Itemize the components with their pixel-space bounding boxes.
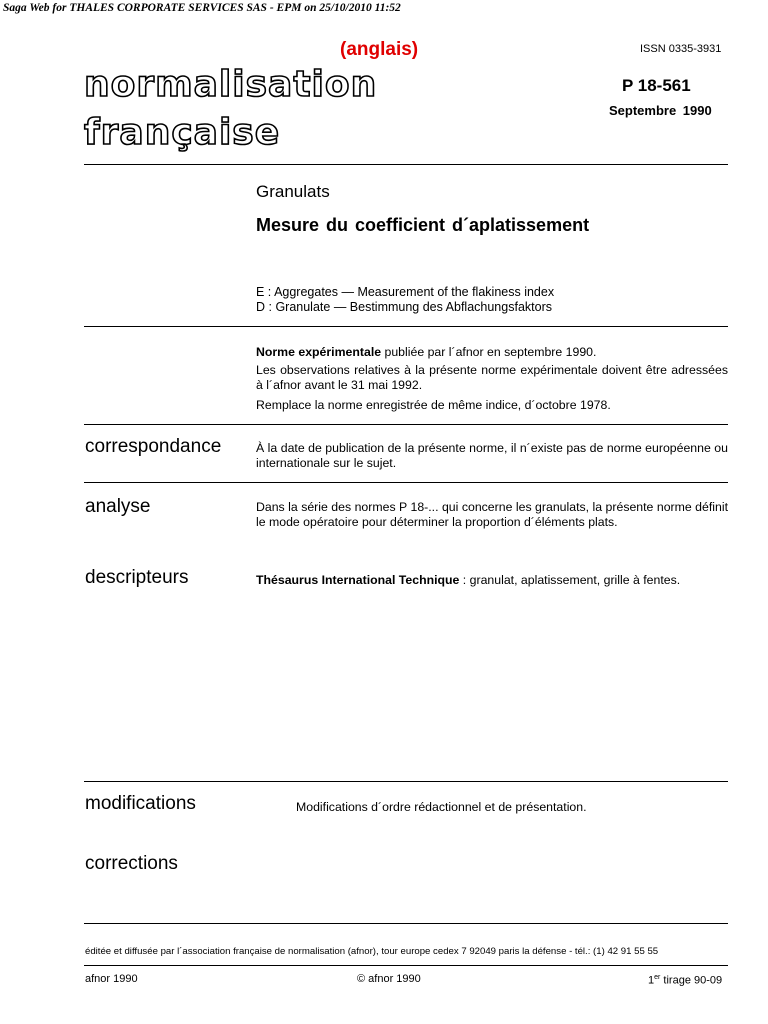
brand-line-1: normalisation	[84, 64, 378, 105]
footer-print-run	[648, 974, 722, 987]
document-title: Mesure du coefficient d´aplatissement	[256, 215, 590, 235]
brand-logo	[84, 62, 377, 158]
brand-line-2: française	[84, 112, 281, 153]
descripteurs-text: : granulat, aplatissement, grille à fentes.	[459, 573, 681, 587]
section-text-correspondance: À la date de publication de la présente norme, il n´existe pas de norme européenne ou internationale sur le sujet.	[256, 441, 728, 470]
divider-footer	[84, 965, 728, 966]
status-published-text: publiée par l´afnor en septembre 1990.	[381, 345, 597, 359]
status-observations: Les observations relatives à la présente norme expérimentale doivent être adressées à l´afnor avant le 31 mai 1992.	[256, 363, 728, 392]
status-bold-lead: Norme expérimentale	[256, 345, 382, 359]
descripteurs-bold-lead: Thésaurus International Technique	[256, 573, 460, 587]
translation-english: E : Aggregates — Measurement of the flakiness index	[256, 285, 555, 299]
divider-header	[84, 164, 728, 165]
print-run-ordinal: er	[654, 974, 661, 981]
footer-left: afnor 1990	[85, 973, 138, 985]
issn-number: ISSN 0335-3931	[640, 43, 722, 55]
standard-reference: P 18-561	[622, 76, 691, 95]
status-replaces: Remplace la norme enregistrée de même indice, d´octobre 1978.	[256, 398, 611, 412]
translation-german: D : Granulate — Bestimmung des Abflachungsfaktors	[256, 300, 552, 314]
footer-copyright: © afnor 1990	[357, 973, 421, 985]
divider-correspondance	[84, 482, 728, 483]
section-label-descripteurs: descripteurs	[85, 567, 189, 588]
section-text-modifications: Modifications d´ordre rédactionnel et de présentation.	[296, 800, 587, 814]
print-run-number: 1	[648, 974, 655, 987]
publisher-info: éditée et diffusée par l´association française de normalisation (afnor), tour europe cedex 7 92049 paris la défense - tél.: (1) 42 91 55 55	[85, 946, 659, 957]
section-label-modifications: modifications	[85, 793, 196, 814]
divider-descripteurs	[84, 781, 728, 782]
status-published	[256, 345, 728, 360]
divider-corrections	[84, 923, 728, 924]
section-label-corrections: corrections	[85, 853, 178, 874]
watermark-header: Saga Web for THALES CORPORATE SERVICES SAS - EPM on 25/10/2010 11:52	[3, 2, 401, 14]
language-tag: (anglais)	[340, 39, 419, 60]
print-run-text: tirage 90-09	[660, 974, 723, 987]
section-label-correspondance: correspondance	[85, 436, 222, 457]
divider-translations	[84, 326, 728, 327]
document-subject: Granulats	[256, 182, 330, 201]
section-label-analyse: analyse	[85, 496, 151, 517]
divider-status	[84, 424, 728, 425]
section-text-analyse: Dans la série des normes P 18-... qui concerne les granulats, la présente norme définit le mode opératoire pour déterminer la proportion d´éléments plats.	[256, 500, 728, 529]
standard-date: Septembre 1990	[609, 103, 712, 118]
section-text-descripteurs	[256, 573, 728, 588]
